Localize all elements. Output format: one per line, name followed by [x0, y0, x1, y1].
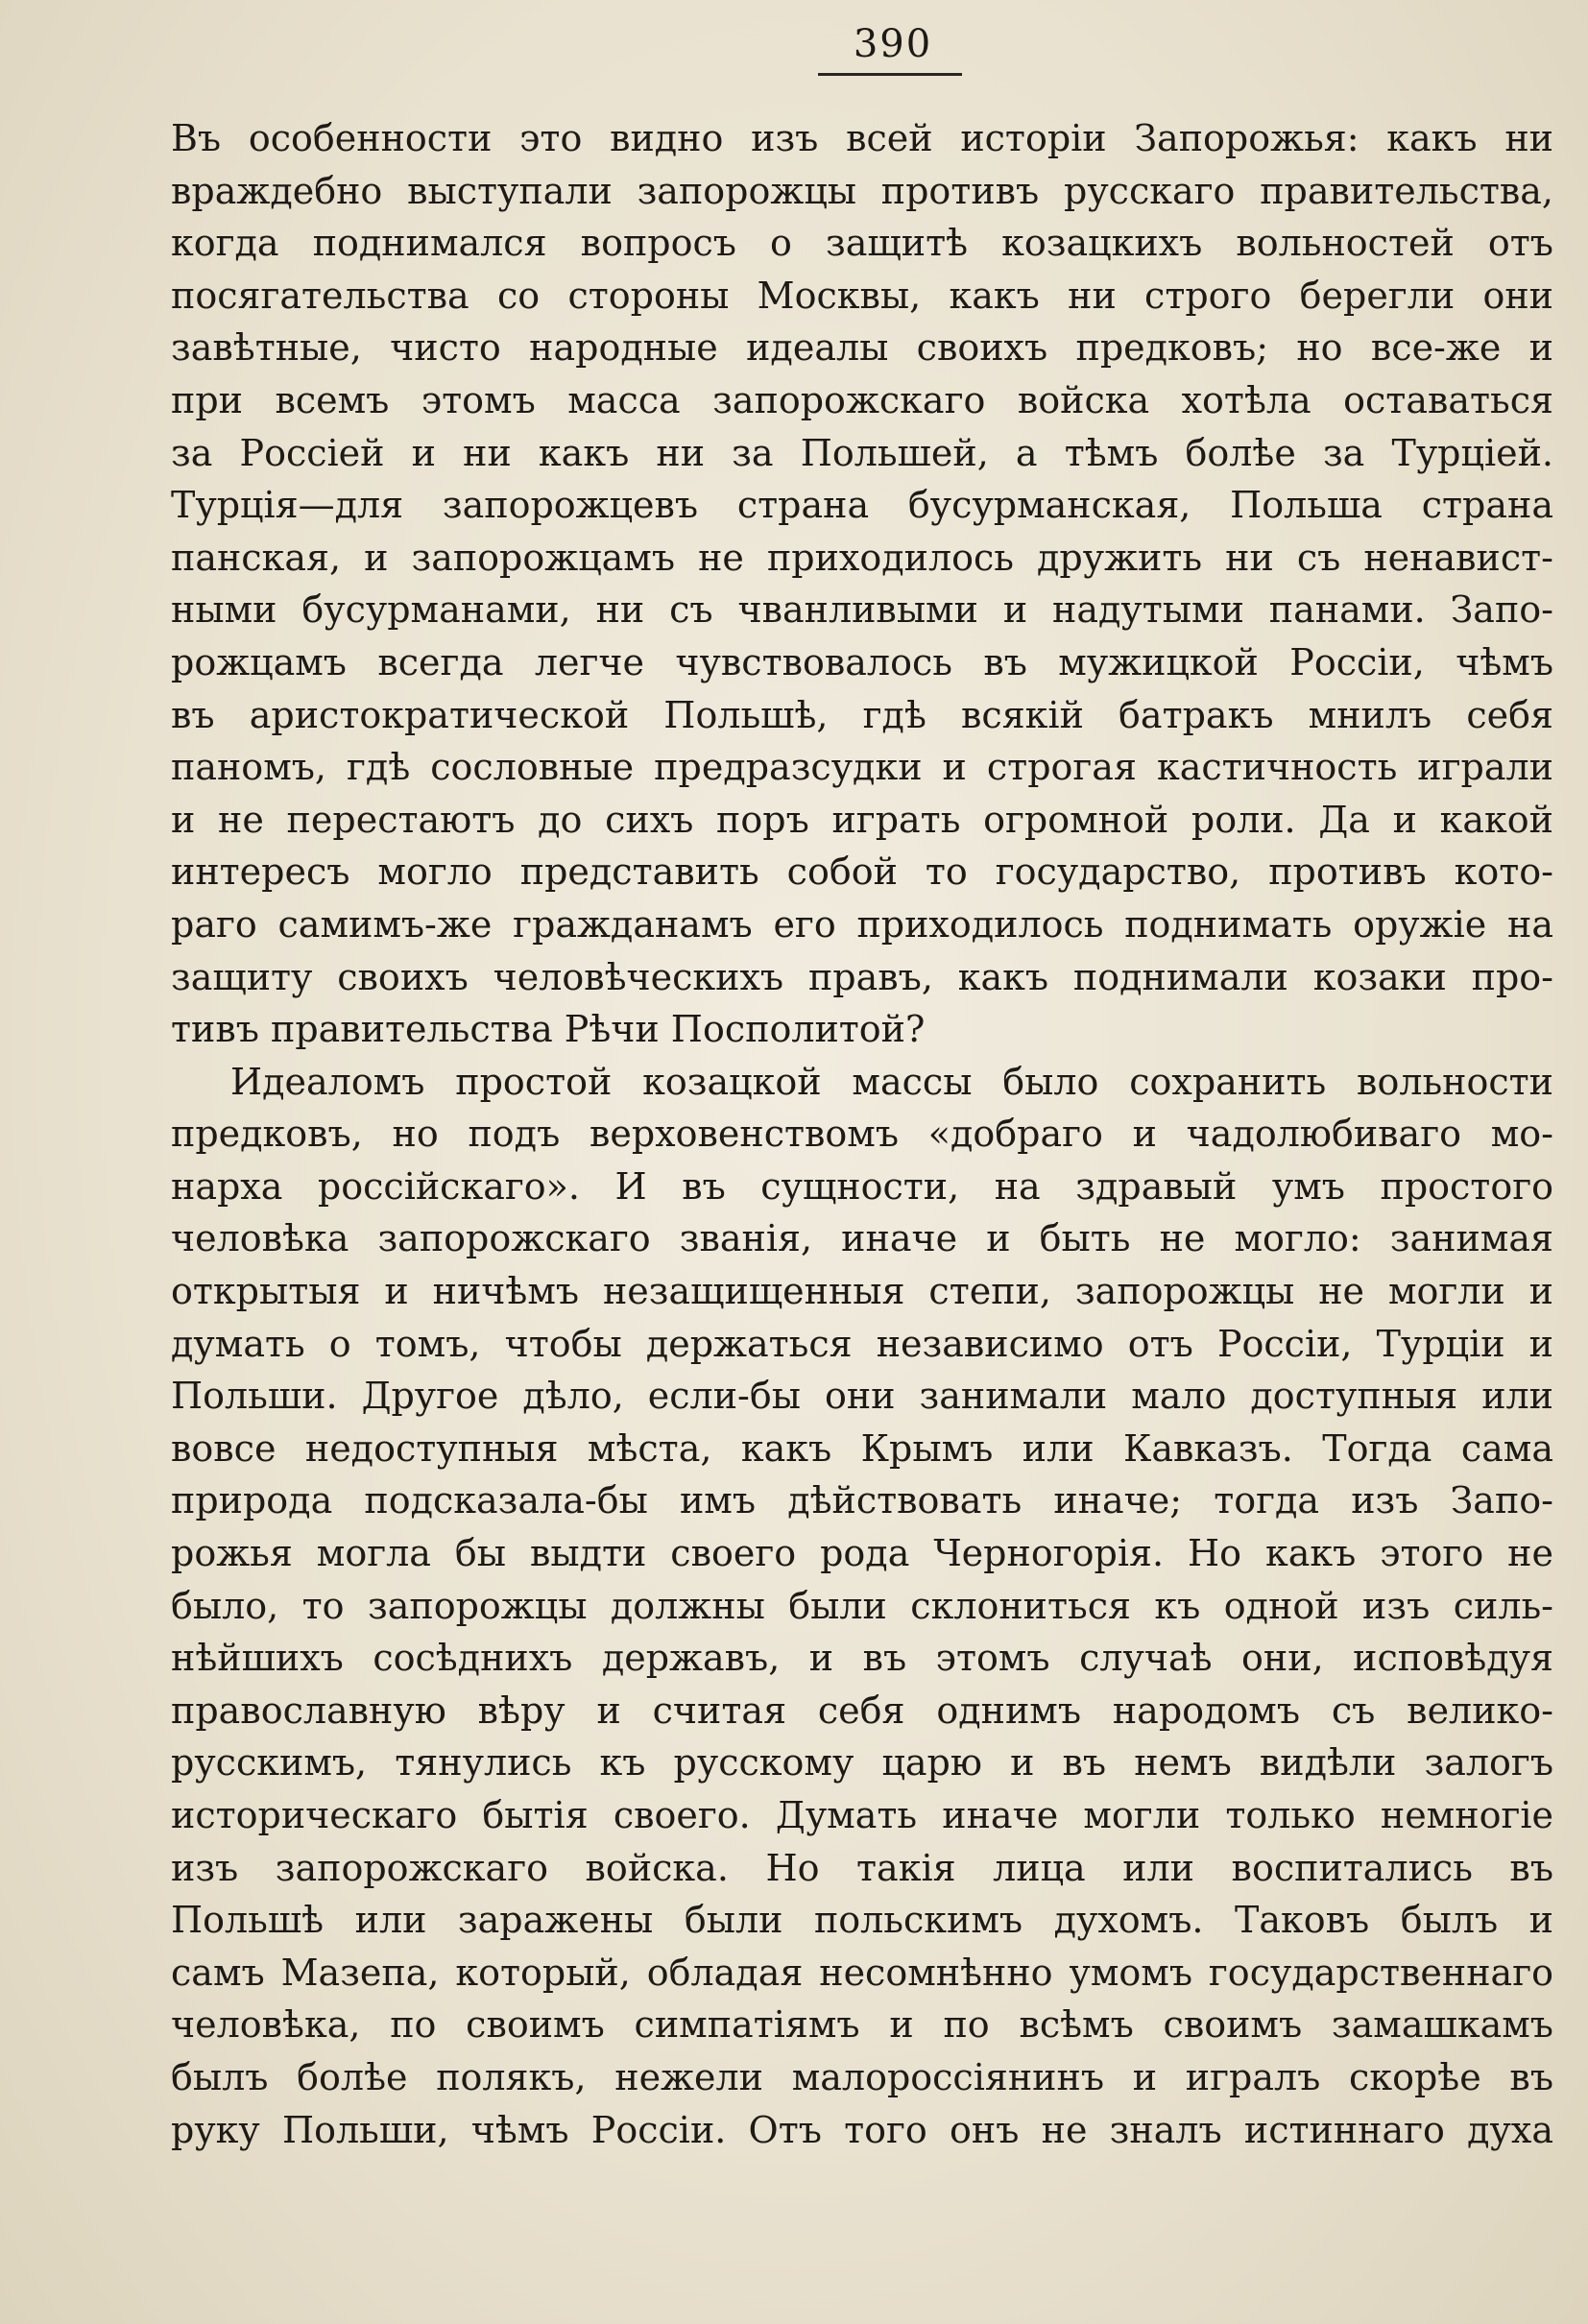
text-line: православную вѣру и считая себя однимъ народомъ съ велико- [171, 1689, 1553, 1732]
text-line: Турція—для запорожцевъ страна бусурманская, Польша страна [171, 484, 1553, 527]
text-line: панская, и запорожцамъ не приходилось дружить ни съ ненавист- [171, 536, 1553, 579]
text-line: былъ болѣе полякъ, нежели малороссіянинъ и игралъ скорѣе въ [171, 2055, 1553, 2098]
text-line: когда поднимался вопросъ о защитѣ козацкихъ вольностей отъ [171, 222, 1553, 265]
text-line: при всемъ этомъ масса запорожскаго войска хотѣла оставаться [171, 378, 1553, 421]
text-line: рожья могла бы выдти своего рода Черногорія. Но какъ этого не [171, 1532, 1553, 1575]
text-line: посягательства со стороны Москвы, какъ ни строго берегли они [171, 274, 1553, 317]
paragraph-start-line: Идеаломъ простой козацкой массы было сохранить вольности [230, 1060, 1553, 1103]
text-line: въ аристократической Польшѣ, гдѣ всякій батракъ мнилъ себя [171, 693, 1553, 736]
text-line: вовсе недоступныя мѣста, какъ Крымъ или Кавказъ. Тогда сама [171, 1426, 1553, 1470]
paragraph-end-line: тивъ правительства Рѣчи Посполитой? [171, 1008, 926, 1051]
text-line: было, то запорожцы должны были склониться къ одной изъ силь- [171, 1584, 1553, 1627]
text-line: паномъ, гдѣ сословные предразсудки и строгая кастичность играли [171, 746, 1553, 789]
text-line: природа подсказала-бы имъ дѣйствовать иначе; тогда изъ Запо- [171, 1479, 1553, 1522]
text-line: за Россіей и ни какъ ни за Польшей, а тѣмъ болѣе за Турціей. [171, 431, 1553, 474]
text-line: защиту своихъ человѣческихъ правъ, какъ поднимали козаки про- [171, 955, 1553, 998]
text-line: Польши. Другое дѣло, если-бы они занимали мало доступныя или [171, 1375, 1553, 1418]
text-line: завѣтные, чисто народные идеалы своихъ предковъ; но все-же и [171, 326, 1553, 370]
text-line: нѣйшихъ сосѣднихъ державъ, и въ этомъ случаѣ они, исповѣдуя [171, 1637, 1553, 1680]
text-line: враждебно выступали запорожцы противъ русскаго правительства, [171, 169, 1553, 212]
text-line: изъ запорожскаго войска. Но такія лица или воспитались въ [171, 1846, 1553, 1889]
text-line: думать о томъ, чтобы держаться независимо отъ Россіи, Турціи и [171, 1322, 1553, 1365]
text-line: раго самимъ-же гражданамъ его приходилось поднимать оружіе на [171, 902, 1553, 946]
page-number: 390 [853, 22, 933, 66]
text-line: Въ особенности это видно изъ всей исторіи Запорожья: какъ ни [171, 117, 1553, 159]
text-line: самъ Мазепа, который, обладая несомнѣнно умомъ государственнаго [171, 1951, 1553, 1994]
text-line: историческаго бытія своего. Думать иначе могли только немногіе [171, 1794, 1553, 1836]
text-line: предковъ, но подъ верховенствомъ «добраго и чадолюбиваго мо- [171, 1113, 1553, 1156]
text-line: ными бусурманами, ни съ чванливыми и надутыми панами. Запо- [171, 588, 1553, 632]
text-line: человѣка, по своимъ симпатіямъ и по всѣмъ своимъ замашкамъ [171, 2003, 1553, 2047]
page-number-rule [818, 73, 962, 76]
text-line: и не перестаютъ до сихъ поръ играть огромной роли. Да и какой [171, 798, 1553, 841]
text-line: русскимъ, тянулись къ русскому царю и въ немъ видѣли залогъ [171, 1741, 1553, 1785]
text-line: рожцамъ всегда легче чувствовалось въ мужицкой Россіи, чѣмъ [171, 640, 1553, 683]
text-line: Польшѣ или заражены были польскимъ духомъ. Таковъ былъ и [171, 1899, 1553, 1942]
text-line: открытыя и ничѣмъ незащищенныя степи, запорожцы не могли и [171, 1270, 1553, 1313]
body-text [171, 112, 1553, 2156]
text-line: руку Польши, чѣмъ Россіи. Отъ того онъ не зналъ истиннаго духа [171, 2108, 1553, 2151]
text-line: человѣка запорожскаго званія, иначе и быть не могло: занимая [171, 1217, 1553, 1260]
text-line: интересъ могло представить собой то государство, противъ кото- [171, 851, 1553, 894]
text-line: нарха россійскаго». И въ сущности, на здравый умъ простого [171, 1164, 1553, 1208]
